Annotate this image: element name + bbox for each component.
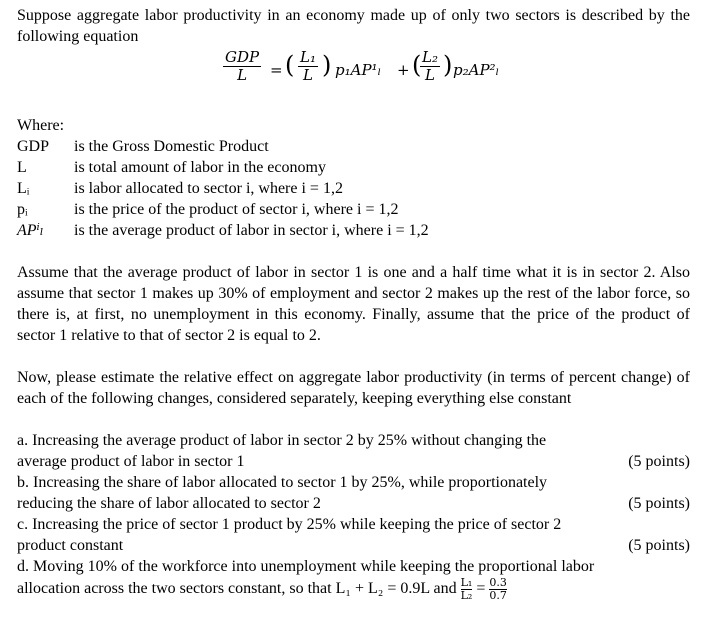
question-b [17, 472, 690, 514]
definitions-list [17, 136, 690, 241]
fraction-numerator: L₁ [460, 576, 473, 589]
fraction-numerator: 0.3 [489, 576, 507, 589]
productivity-equation [17, 49, 690, 93]
points-label: (5 points) [628, 495, 690, 512]
open-paren: ( [412, 51, 422, 79]
l1-over-l2-fraction [461, 577, 473, 602]
fraction-numerator: L₁ [300, 48, 316, 66]
def-text: is the price of the product of sector i, where i = 1,2 [74, 201, 399, 218]
def-symbol: Lᵢ [17, 180, 30, 197]
def-text: is total amount of labor in the economy [74, 159, 326, 176]
def-symbol: GDP [17, 138, 50, 155]
fraction-denominator: L [223, 66, 261, 84]
question-line: a. Increasing the average product of labor in sector 2 by 25% without changing the [17, 432, 547, 449]
equals-sign: = [270, 61, 283, 79]
question-text: reducing the share of labor allocated to sector 2 [17, 495, 321, 512]
fraction-denominator: 0.7 [489, 589, 507, 602]
fraction-denominator: L [420, 66, 440, 84]
fraction-denominator: L [298, 66, 318, 84]
l1-over-l-fraction [298, 49, 318, 84]
question-line-2 [17, 577, 690, 605]
where-label: Where: [17, 117, 65, 134]
intro-paragraph: Suppose aggregate labor productivity in an economy made up of only two sectors is described by the following equation [17, 7, 690, 45]
question-line: b. Increasing the share of labor allocated to sector 1 by 25%, while proportionately [17, 474, 548, 491]
fraction-numerator: L₂ [422, 48, 438, 66]
question-line-2 [17, 535, 690, 556]
l2-over-l-fraction [420, 49, 440, 84]
equals-sign: = [476, 580, 486, 598]
points-label: (5 points) [628, 537, 690, 554]
assumptions-paragraph: Assume that the average product of labor in sector 1 is one and a half time what it is in sector 2. Also assume that sector 1 makes up 30% of employment and sector 2 makes up the rest of the labor force, so there is, at first, no unemployment in this economy. Finally, assume that the price of the product of sector 1 relative to that of sector 2 is equal to 2. [17, 264, 690, 344]
close-paren: ) [443, 51, 453, 79]
def-text: is the Gross Domestic Product [74, 138, 269, 155]
def-symbol: APⁱₗ [17, 222, 44, 239]
document [17, 5, 690, 605]
def-text: is labor allocated to sector i, where i = 1,2 [74, 180, 343, 197]
question-line: d. Moving 10% of the workforce into unemployment while keeping the proportional labor [17, 558, 595, 575]
def-symbol: pᵢ [17, 201, 28, 218]
question-text: product constant [17, 537, 124, 554]
close-paren: ) [322, 51, 332, 79]
question-text: average product of labor in sector 1 [17, 453, 245, 470]
question-text: allocation across the two sectors constant, so that L₁ + L₂ = 0.9L and [17, 580, 457, 598]
question-line-2 [17, 493, 690, 514]
plus-sign: + [397, 61, 410, 79]
question-d [17, 556, 690, 605]
sector2-term: p₂AP²ₗ [453, 61, 500, 79]
question-a [17, 430, 690, 472]
fraction-numerator: GDP [225, 48, 260, 66]
def-text: is the average product of labor in sector i, where i = 1,2 [74, 222, 429, 239]
instructions-paragraph: Now, please estimate the relative effect on aggregate labor productivity (in terms of percent change) of each of the following changes, considered separately, keeping everything else constant [17, 369, 690, 407]
question-line: c. Increasing the price of sector 1 product by 25% while keeping the price of sector 2 [17, 516, 562, 533]
sector1-term: p₁AP¹ₗ [335, 61, 382, 79]
def-symbol: L [17, 159, 27, 176]
ratio-value-fraction [489, 577, 507, 602]
fraction-denominator: L₂ [460, 589, 473, 602]
question-line-2 [17, 451, 690, 472]
gdp-over-l-fraction [223, 49, 261, 84]
points-label: (5 points) [628, 453, 690, 470]
open-paren: ( [285, 51, 295, 79]
question-c [17, 514, 690, 556]
